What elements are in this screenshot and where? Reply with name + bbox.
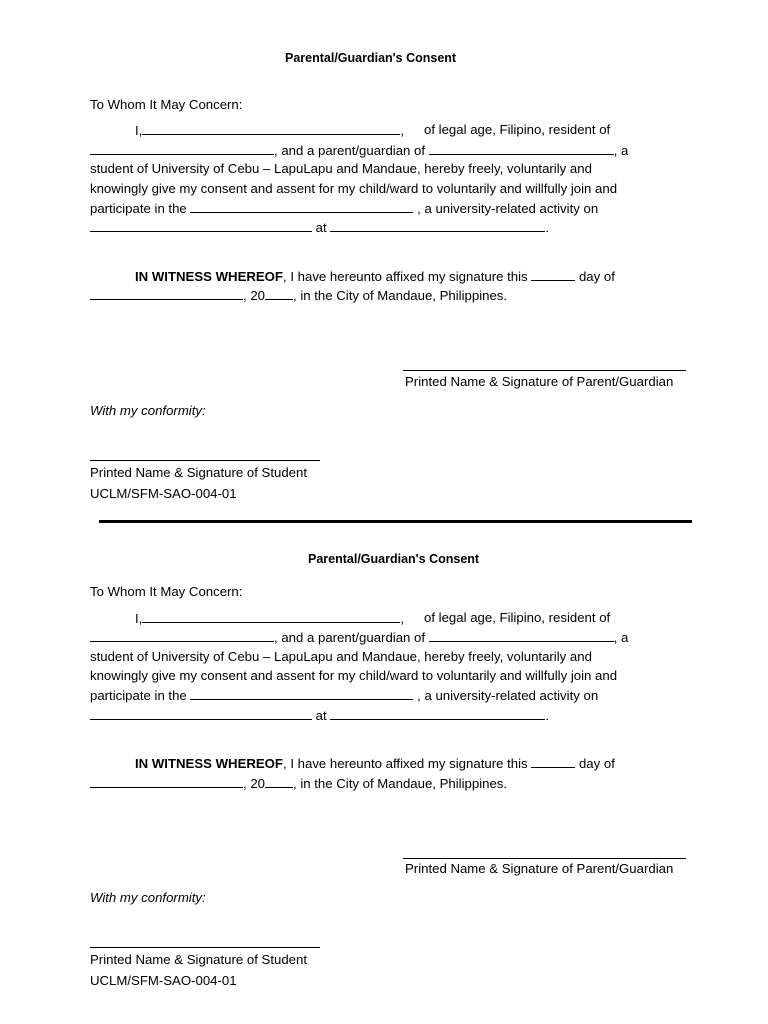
day-of-text: day of bbox=[578, 756, 615, 771]
salutation: To Whom It May Concern: bbox=[90, 97, 243, 112]
parent-signature-line[interactable] bbox=[403, 858, 686, 859]
parent-signature-label: Printed Name & Signature of Parent/Guardian bbox=[405, 374, 674, 389]
student-signature-label: Printed Name & Signature of Student bbox=[90, 952, 307, 967]
student-line: student of University of Cebu – LapuLapu and Mandaue, hereby freely, voluntarily and bbox=[90, 161, 592, 176]
student-signature-label: Printed Name & Signature of Student bbox=[90, 465, 307, 480]
child-name-blank[interactable] bbox=[429, 630, 614, 642]
legal-age-text: of legal age, Filipino, resident of bbox=[424, 610, 611, 625]
a-text: , a bbox=[613, 143, 629, 158]
affixed-text: , I have hereunto affixed my signature this bbox=[283, 756, 528, 771]
activity-date-blank[interactable] bbox=[90, 708, 312, 720]
year-blank[interactable] bbox=[265, 288, 293, 300]
venue-blank[interactable] bbox=[330, 708, 545, 720]
year-prefix: , 20 bbox=[243, 288, 265, 303]
consent-line: knowingly give my consent and assent for my child/ward to voluntarily and willfully join and bbox=[90, 181, 618, 196]
activity-on-text: , a university-related activity on bbox=[417, 201, 599, 216]
day-blank[interactable] bbox=[531, 756, 575, 768]
student-signature-line[interactable] bbox=[90, 460, 320, 461]
name-blank[interactable] bbox=[142, 611, 400, 623]
child-name-blank[interactable] bbox=[429, 143, 614, 155]
year-prefix: , 20 bbox=[243, 776, 265, 791]
residence-blank[interactable] bbox=[90, 143, 274, 155]
witness-heading: IN WITNESS WHEREOF bbox=[135, 756, 283, 771]
parent-signature-line[interactable] bbox=[403, 370, 686, 371]
guardian-line bbox=[90, 143, 628, 157]
conformity-label: With my conformity: bbox=[90, 403, 206, 418]
affixed-text: , I have hereunto affixed my signature this bbox=[283, 269, 528, 284]
consent-form-top bbox=[0, 0, 768, 501]
i-prefix: I, bbox=[135, 611, 143, 626]
day-of-text: day of bbox=[578, 269, 615, 284]
venue-blank[interactable] bbox=[330, 220, 545, 232]
month-blank[interactable] bbox=[90, 776, 243, 788]
city-text: , in the City of Mandaue, Philippines. bbox=[293, 288, 508, 303]
residence-blank[interactable] bbox=[90, 630, 274, 642]
month-year-line bbox=[90, 288, 507, 302]
activity-date-blank[interactable] bbox=[90, 220, 312, 232]
guardian-line bbox=[90, 630, 628, 644]
conformity-label: With my conformity: bbox=[90, 890, 206, 905]
participate-text: participate in the bbox=[90, 201, 187, 216]
month-blank[interactable] bbox=[90, 288, 243, 300]
consent-line: knowingly give my consent and assent for my child/ward to voluntarily and willfully join and bbox=[90, 668, 618, 683]
day-blank[interactable] bbox=[531, 269, 575, 281]
at-text: at bbox=[315, 708, 327, 723]
i-line: I, , bbox=[135, 611, 404, 626]
a-text: , a bbox=[613, 630, 629, 645]
form-title: Parental/Guardian's Consent bbox=[285, 51, 457, 65]
form-code: UCLM/SFM-SAO-004-01 bbox=[90, 486, 237, 501]
consent-form-bottom bbox=[0, 487, 768, 988]
parent-guardian-of-text: , and a parent/guardian of bbox=[274, 143, 426, 158]
name-blank[interactable] bbox=[142, 123, 400, 135]
i-prefix: I, bbox=[135, 123, 143, 138]
i-line: I, , bbox=[135, 123, 404, 138]
participate-line bbox=[90, 201, 598, 215]
activity-blank[interactable] bbox=[190, 688, 413, 700]
parent-signature-label: Printed Name & Signature of Parent/Guardian bbox=[405, 861, 674, 876]
activity-blank[interactable] bbox=[190, 201, 413, 213]
year-blank[interactable] bbox=[265, 776, 293, 788]
parent-guardian-of-text: , and a parent/guardian of bbox=[274, 630, 426, 645]
witness-heading: IN WITNESS WHEREOF bbox=[135, 269, 283, 284]
activity-on-text: , a university-related activity on bbox=[417, 688, 599, 703]
witness-line bbox=[135, 756, 615, 770]
at-text: at bbox=[315, 220, 327, 235]
date-venue-line: at . bbox=[90, 220, 549, 234]
city-text: , in the City of Mandaue, Philippines. bbox=[293, 776, 508, 791]
participate-line bbox=[90, 688, 598, 702]
student-signature-line[interactable] bbox=[90, 947, 320, 948]
month-year-line bbox=[90, 776, 507, 790]
witness-line bbox=[135, 269, 615, 283]
date-venue-line: at . bbox=[90, 708, 549, 722]
legal-age-text: of legal age, Filipino, resident of bbox=[424, 122, 611, 137]
student-line: student of University of Cebu – LapuLapu and Mandaue, hereby freely, voluntarily and bbox=[90, 649, 592, 664]
participate-text: participate in the bbox=[90, 688, 187, 703]
form-code: UCLM/SFM-SAO-004-01 bbox=[90, 973, 237, 988]
salutation: To Whom It May Concern: bbox=[90, 584, 243, 599]
form-title: Parental/Guardian's Consent bbox=[308, 552, 480, 566]
